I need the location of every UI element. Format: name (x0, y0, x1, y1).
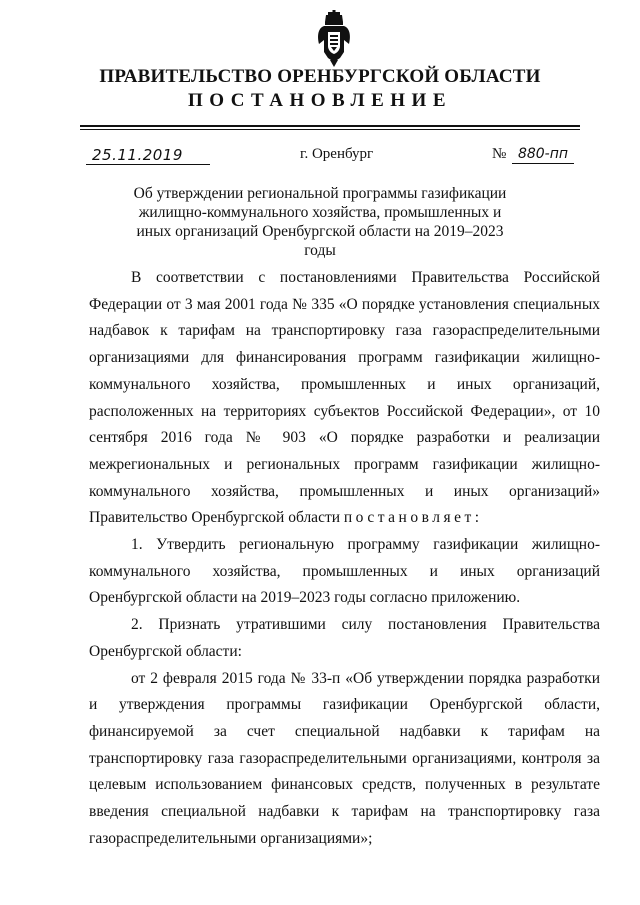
document-date: 25.11.2019 (86, 146, 210, 165)
number-value: 880-пп (512, 145, 574, 164)
paragraph-preamble (89, 265, 600, 532)
header-rule-thin (80, 129, 580, 130)
document-type: ПОСТАНОВЛЕНИЕ (187, 90, 453, 111)
preamble-text: В соответствии с постановлениями Правительства Российской Федерации от 3 мая 2001 года № 335 «О порядке установления специальных надбавок к тарифам на транспортировку газа газораспределительными организациями для финансирования программ газификации жилищно-коммунального хозяйства, промышленных и иных организаций, расположенных на территориях субъектов Российской Федерации», от 10 сентября 2016 года № 903 «О порядке разработки и реализации межрегиональных и региональных программ газификации жилищно-коммунального хозяйства, промышленных и иных организаций» Правительство Оренбургской области (89, 269, 600, 527)
document-city: г. Оренбург (300, 146, 374, 162)
number-sign: № (492, 146, 507, 162)
document-body (89, 265, 600, 852)
government-title: ПРАВИТЕЛЬСТВО ОРЕНБУРГСКОЙ ОБЛАСТИ (99, 66, 541, 87)
document-subject: Об утверждении региональной программы газификации жилищно-коммунального хозяйства, промышленных и иных организаций Оренбургской области на 2019–2023 годы (133, 185, 507, 259)
preamble-end: : (474, 509, 480, 527)
paragraph-repealed-act: от 2 февраля 2015 года № 33-п «Об утверждении порядка разработки и утверждения программы газификации Оренбургской области, финансируемой за счет специальной надбавки к тарифам на транспортировку газа газораспределительными организациями, контроля за целевым использованием финансовых средств, полученных в результате введения специальной надбавки к тарифам на транспортировку газа газораспределительными организациями»; (89, 669, 600, 847)
header-rule-thick (80, 125, 580, 127)
resolves-word: постановляет (343, 509, 475, 527)
paragraph-item-2: 2. Признать утратившими силу постановления Правительства Оренбургской области: (89, 616, 600, 660)
paragraph-item-1: 1. Утвердить региональную программу газификации жилищно-коммунального хозяйства, промышленных и иных организаций Оренбургской области на 2019–2023 годы согласно приложению. (89, 536, 600, 607)
document-number (492, 145, 580, 164)
coat-of-arms-icon (316, 10, 352, 68)
